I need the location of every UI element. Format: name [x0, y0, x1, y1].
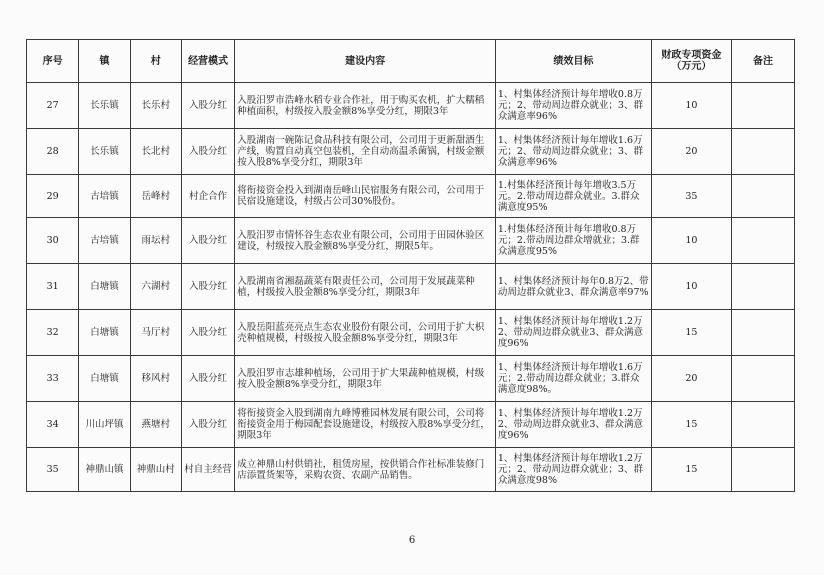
table-row	[27, 264, 795, 310]
cell-note	[731, 264, 794, 310]
cell-village: 马厅村	[130, 310, 181, 356]
table-row	[27, 129, 795, 175]
cell-mode: 村企合作	[181, 175, 234, 218]
cell-seq: 32	[27, 310, 79, 356]
cell-mode: 入股分红	[181, 264, 234, 310]
cell-fund: 20	[651, 129, 731, 175]
cell-content: 入股湖南一碗陈记食品科技有限公司，公司用于更新甜酒生产线，购置自动真空包装机，全自动高温杀菌锅，村级金额按入股8%享受分红，期限3年	[235, 129, 496, 175]
table-row	[27, 448, 795, 492]
table-row	[27, 175, 795, 218]
cell-mode: 入股分红	[181, 402, 234, 448]
cell-village: 雨坛村	[130, 218, 181, 264]
cell-fund: 35	[651, 175, 731, 218]
cell-note	[731, 175, 794, 218]
header-note: 备注	[731, 40, 794, 83]
cell-town: 长乐镇	[79, 129, 130, 175]
cell-note	[731, 402, 794, 448]
cell-goal: 1、村集体经济预计每年增收1.6万元；2、带动周边群众就业；3、群众满意率96%	[495, 129, 651, 175]
header-village: 村	[130, 40, 181, 83]
project-table	[26, 39, 795, 492]
cell-seq: 29	[27, 175, 79, 218]
table-row	[27, 83, 795, 129]
cell-village: 燕塘村	[130, 402, 181, 448]
cell-fund: 15	[651, 310, 731, 356]
cell-mode: 入股分红	[181, 83, 234, 129]
cell-seq: 35	[27, 448, 79, 492]
project-table-container	[26, 39, 795, 492]
cell-note	[731, 83, 794, 129]
cell-seq: 31	[27, 264, 79, 310]
cell-goal: 1.村集体经济预计每年增收0.8万元；2.带动周边群众增就业；3.群众满意度95%	[495, 218, 651, 264]
cell-content: 成立神鼎山村供销社，租赁房屋，按供销合作社标准装修门店添置货架等，采购农资、农副产品销售。	[235, 448, 496, 492]
cell-goal: 1、村集体经济预计每年增收1.2万2、带动周边群众就业3、群众满意度96%	[495, 402, 651, 448]
header-mode: 经营模式	[181, 40, 234, 83]
cell-content: 将衔接资金投入到湖南岳峰山民宿服务有限公司，公司用于民宿设施建设，村级占公司30%股份。	[235, 175, 496, 218]
cell-town: 白塘镇	[79, 264, 130, 310]
cell-fund: 10	[651, 264, 731, 310]
table-row	[27, 310, 795, 356]
cell-mode: 入股分红	[181, 129, 234, 175]
table-header	[27, 40, 795, 83]
cell-fund: 10	[651, 83, 731, 129]
cell-note	[731, 356, 794, 402]
cell-fund: 15	[651, 402, 731, 448]
cell-seq: 33	[27, 356, 79, 402]
cell-note	[731, 448, 794, 492]
cell-goal: 1、村集体经济预计每年0.8万2、带动周边群众就业3、群众满意率97%	[495, 264, 651, 310]
cell-village: 神鼎山村	[130, 448, 181, 492]
cell-town: 白塘镇	[79, 310, 130, 356]
cell-fund: 15	[651, 448, 731, 492]
cell-note	[731, 218, 794, 264]
table-row	[27, 356, 795, 402]
cell-content: 入股汨罗市浩峰水稻专业合作社，用于购买农机，扩大糯稻种植面积，村级按入股金额8%享受分红，期限3年	[235, 83, 496, 129]
cell-town: 古培镇	[79, 175, 130, 218]
cell-note	[731, 310, 794, 356]
cell-goal: 1、村集体经济预计每年增收0.8万元；2、带动周边群众就业；3、群众满意率96%	[495, 83, 651, 129]
cell-mode: 村自主经营	[181, 448, 234, 492]
cell-goal: 1.村集体经济预计每年增收3.5万元。2.带动周边群众就业。3.群众满意度95%	[495, 175, 651, 218]
cell-village: 长北村	[130, 129, 181, 175]
cell-goal: 1、村集体经济预计每年增收1.2万元；2、带动周边群众就业；3、群众满意度98%	[495, 448, 651, 492]
cell-village: 岳峰村	[130, 175, 181, 218]
cell-content: 入股湖南省湘磊蔬菜有限责任公司，公司用于发展蔬菜种植，村级按入股金额8%享受分红，期限3年	[235, 264, 496, 310]
cell-town: 神鼎山镇	[79, 448, 130, 492]
cell-fund: 20	[651, 356, 731, 402]
header-fund: 财政专项资金（万元）	[651, 40, 731, 83]
cell-village: 移风村	[130, 356, 181, 402]
table-row	[27, 402, 795, 448]
cell-content: 入股汨罗市情怀谷生态农业有限公司，公司用于田园休验区建设，村级按入股金额8%享受分红，期限5年。	[235, 218, 496, 264]
cell-seq: 27	[27, 83, 79, 129]
cell-town: 长乐镇	[79, 83, 130, 129]
cell-mode: 入股分红	[181, 356, 234, 402]
header-seq: 序号	[27, 40, 79, 83]
header-goal: 绩效目标	[495, 40, 651, 83]
table-row	[27, 218, 795, 264]
cell-content: 将衔接资金入股到湖南九峰博雅园林发展有限公司，公司将衔接资金用于梅园配套设施建设，村级按入股8%享受分红，期限3年	[235, 402, 496, 448]
header-town: 镇	[79, 40, 130, 83]
cell-goal: 1、村集体经济预计每年增收1.6万元；2.带动周边群众就业；3.群众满意度98%。	[495, 356, 651, 402]
header-content: 建设内容	[235, 40, 496, 83]
cell-mode: 入股分红	[181, 310, 234, 356]
cell-mode: 入股分红	[181, 218, 234, 264]
cell-goal: 1、村集体经济预计每年增收1.2万2、带动周边群众就业3、群众满意度96%	[495, 310, 651, 356]
cell-town: 古培镇	[79, 218, 130, 264]
cell-content: 入股岳阳蓝亮亮点生态农业股份有限公司，公司用于扩大枳壳种植规模，村级按入股金额8%享受分红，期限3年	[235, 310, 496, 356]
cell-town: 白塘镇	[79, 356, 130, 402]
cell-seq: 28	[27, 129, 79, 175]
cell-note	[731, 129, 794, 175]
page-number: 6	[408, 535, 416, 546]
cell-village: 长乐村	[130, 83, 181, 129]
cell-seq: 30	[27, 218, 79, 264]
cell-fund: 10	[651, 218, 731, 264]
cell-seq: 34	[27, 402, 79, 448]
cell-village: 六湖村	[130, 264, 181, 310]
cell-content: 入股汨罗市志雄种植场，公司用于扩大果蔬种植规模，村级按入股金额8%享受分红，期限3年	[235, 356, 496, 402]
cell-town: 川山坪镇	[79, 402, 130, 448]
